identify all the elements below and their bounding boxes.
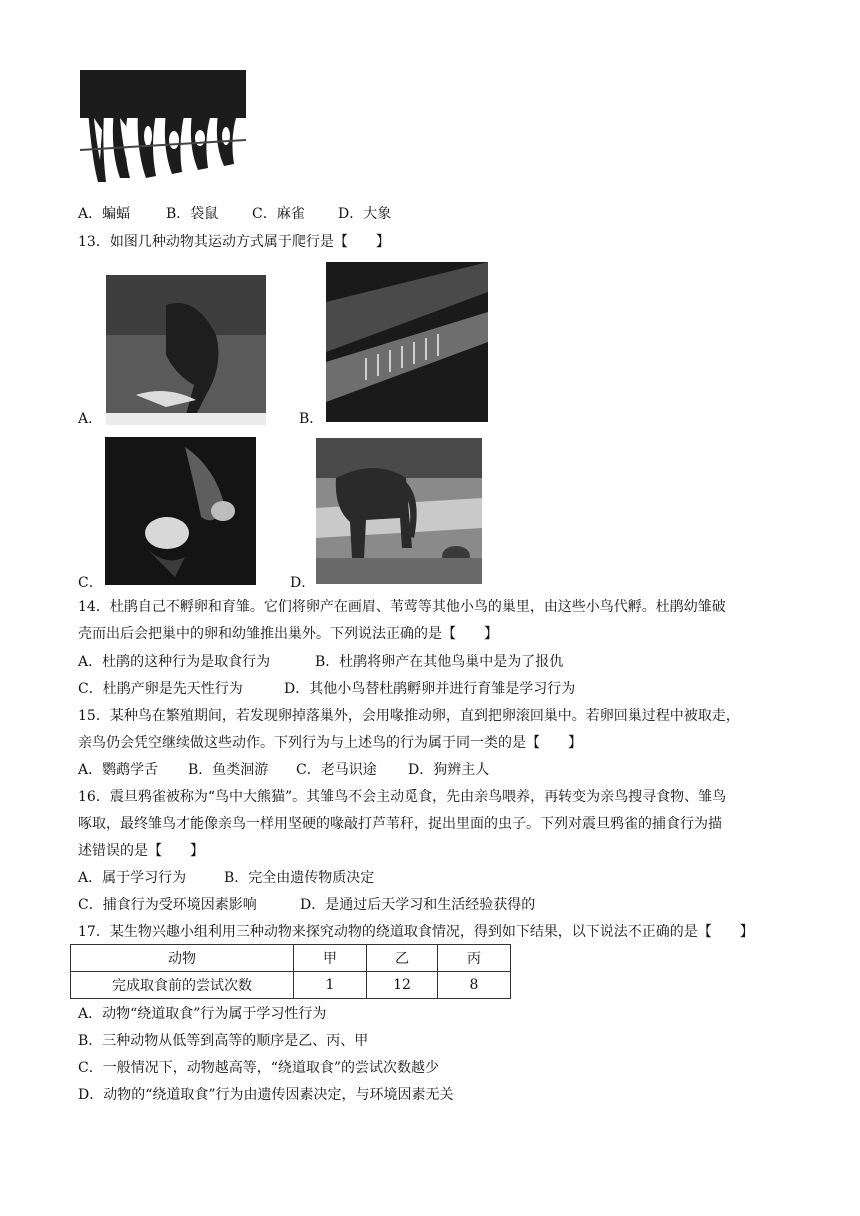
q16-options-row1	[78, 868, 374, 888]
bats-image	[80, 70, 246, 194]
q15-stem-line1: 15．某种鸟在繁殖期间，若发现卵掉落巢外，会用喙推动卵，直到把卵滚回巢中。若卵回巢过程中被取走，	[78, 708, 740, 724]
kangaroo-image	[106, 275, 266, 425]
q16-stem-line3: 述错误的是【 】	[78, 843, 204, 859]
q15-option-d[interactable]: D．狗辨主人	[408, 762, 490, 778]
q15-option-a[interactable]: A．鹦鹉学舌	[78, 762, 159, 778]
animal-c-image	[105, 437, 256, 585]
q13-label-c[interactable]: C．	[78, 575, 103, 591]
table-row	[71, 945, 511, 972]
table-header-cell: 动物	[71, 945, 294, 972]
q12-option-a[interactable]: A．蝙蝠	[78, 206, 131, 222]
q16-option-c[interactable]: C．捕食行为受环境因素影响	[78, 897, 257, 913]
q17-table	[70, 944, 511, 999]
q16-options-row2	[78, 895, 535, 915]
q14-options-row1	[78, 652, 563, 672]
q14-stem-line2: 壳而出后会把巢中的卵和幼雏推出巢外。下列说法正确的是【 】	[78, 626, 498, 642]
q13-label-b[interactable]: B．	[299, 411, 324, 427]
q16-option-b[interactable]: B．完全由遗传物质决定	[224, 870, 375, 886]
q12-option-b[interactable]: B．袋鼠	[166, 206, 219, 222]
q15-stem-line2: 亲鸟仍会凭空继续做这些动作。下列行为与上述鸟的行为属于同一类的是【 】	[78, 735, 582, 751]
q15-option-b[interactable]: B．鱼类洄游	[188, 762, 269, 778]
q13-label-a[interactable]: A．	[78, 411, 103, 427]
q12-option-d[interactable]: D．大象	[338, 206, 392, 222]
q14-option-a[interactable]: A．杜鹃的这种行为是取食行为	[78, 654, 271, 670]
table-header-cell: 甲	[294, 945, 367, 972]
table-row	[71, 972, 511, 999]
q17-option-a[interactable]: A．动物“绕道取食”行为属于学习性行为	[78, 1006, 327, 1022]
q16-option-d[interactable]: D．是通过后天学习和生活经验获得的	[300, 897, 536, 913]
q14-option-b[interactable]: B．杜鹃将卵产在其他鸟巢中是为了报仇	[315, 654, 564, 670]
q15-options	[78, 760, 489, 780]
table-cell: 1	[294, 972, 367, 999]
q16-option-a[interactable]: A．属于学习行为	[78, 870, 187, 886]
q15-option-c[interactable]: C．老马识途	[296, 762, 377, 778]
q12-options	[78, 204, 391, 224]
q17-option-d[interactable]: D．动物的“绕道取食”行为由遗传因素决定，与环境因素无关	[78, 1087, 454, 1103]
table-cell: 8	[438, 972, 511, 999]
q14-option-d[interactable]: D．其他小鸟替杜鹃孵卵并进行育雏是学习行为	[284, 681, 576, 697]
q17-stem: 17．某生物兴趣小组利用三种动物来探究动物的绕道取食情况，得到如下结果，以下说法不正确的是【 】	[78, 924, 754, 940]
q17-option-b[interactable]: B．三种动物从低等到高等的顺序是乙、丙、甲	[78, 1033, 369, 1049]
table-header-cell: 丙	[438, 945, 511, 972]
table-header-cell: 乙	[367, 945, 438, 972]
table-cell: 完成取食前的尝试次数	[71, 972, 294, 999]
snake-image	[326, 262, 488, 422]
q14-option-c[interactable]: C．杜鹃产卵是先天性行为	[78, 681, 243, 697]
table-cell: 12	[367, 972, 438, 999]
q16-stem-line2: 啄取，最终雏鸟才能像亲鸟一样用坚硬的喙敲打芦苇秆，捉出里面的虫子。下列对震旦鸦雀的捕食行为描	[78, 816, 722, 832]
q17-option-c[interactable]: C．一般情况下，动物越高等，“绕道取食”的尝试次数越少	[78, 1060, 440, 1076]
q14-options-row2	[78, 679, 575, 699]
elephant-image	[316, 438, 482, 584]
q12-option-c[interactable]: C．麻雀	[252, 206, 305, 222]
q14-stem-line1: 14．杜鹃自己不孵卵和育雏。它们将卵产在画眉、苇莺等其他小鸟的巢里，由这些小鸟代孵。杜鹃幼雏破	[78, 599, 726, 615]
q13-stem: 13．如图几种动物其运动方式属于爬行是【 】	[78, 234, 390, 250]
q13-label-d[interactable]: D．	[290, 575, 316, 591]
q16-stem-line1: 16．震旦鸦雀被称为“鸟中大熊猫”。其雏鸟不会主动觅食，先由亲鸟喂养，再转变为亲鸟搜寻食物、雏鸟	[78, 789, 727, 805]
